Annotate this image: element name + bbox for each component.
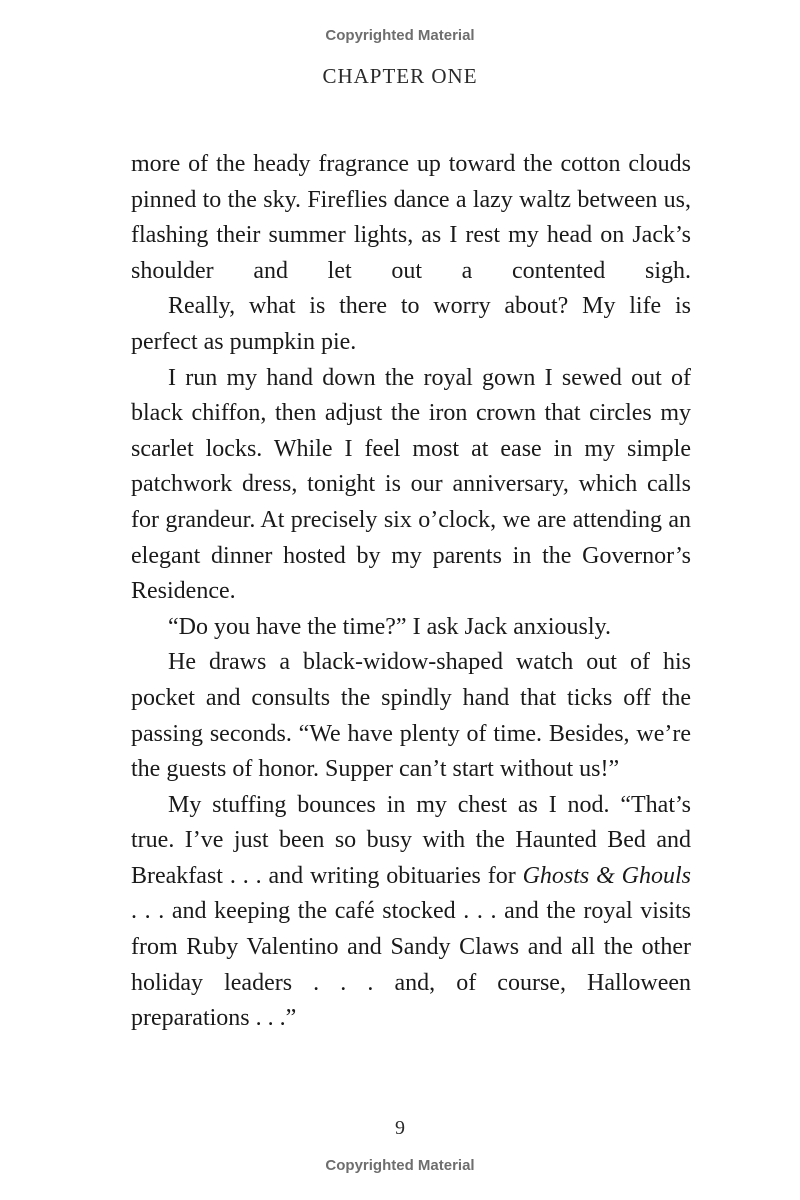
body-text [131,147,691,1037]
book-title-italic: Ghosts & Ghouls [522,862,691,889]
text-segment: . . . and keeping the café stocked . . . and the royal visits from Ruby Valentino and Sandy Claws and all the other holiday leaders . . . and, of course, Halloween preparations . . .” [131,898,691,1032]
running-head: CHAPTER ONE [322,64,478,88]
page-number: 9 [395,1117,405,1139]
text-segment: more of the heady fragrance up toward the cotton clouds pinned to the sky. Fireflies dance a lazy waltz between us, flashing their summer lights, as I rest my head on Jack’s shoulder and let out a contented sigh. [131,151,691,284]
paragraph [131,361,691,610]
paragraph [131,289,691,360]
text-segment: Really, what is there to worry about? My life is perfect as pumpkin pie. [131,293,691,355]
paragraph [131,645,691,787]
paragraph [131,788,691,1037]
paragraph [131,610,691,646]
copyright-watermark-top: Copyrighted Material [325,27,475,44]
text-segment: He draws a black-widow-shaped watch out of his pocket and consults the spindly hand that ticks off the passing seconds. “We have plenty of time. Besides, we’re the guests of honor. Supper can’t start without us!” [131,649,691,783]
text-segment: “Do you have the time?” I ask Jack anxiously. [168,613,611,640]
copyright-watermark-bottom: Copyrighted Material [325,1157,475,1174]
paragraph [131,147,691,289]
text-segment: I run my hand down the royal gown I sewed out of black chiffon, then adjust the iron crown that circles my scarlet locks. While I feel most at ease in my simple patchwork dress, tonight is our anniversary, which calls for grandeur. At precisely six o’clock, we are attending an elegant dinner hosted by my parents in the Governor’s Residence. [131,364,691,605]
text-segment: My stuffing bounces in my chest as I nod. “That’s true. I’ve just been so busy with the Haunted Bed and Breakfast . . . and writing obituaries for [131,791,691,889]
